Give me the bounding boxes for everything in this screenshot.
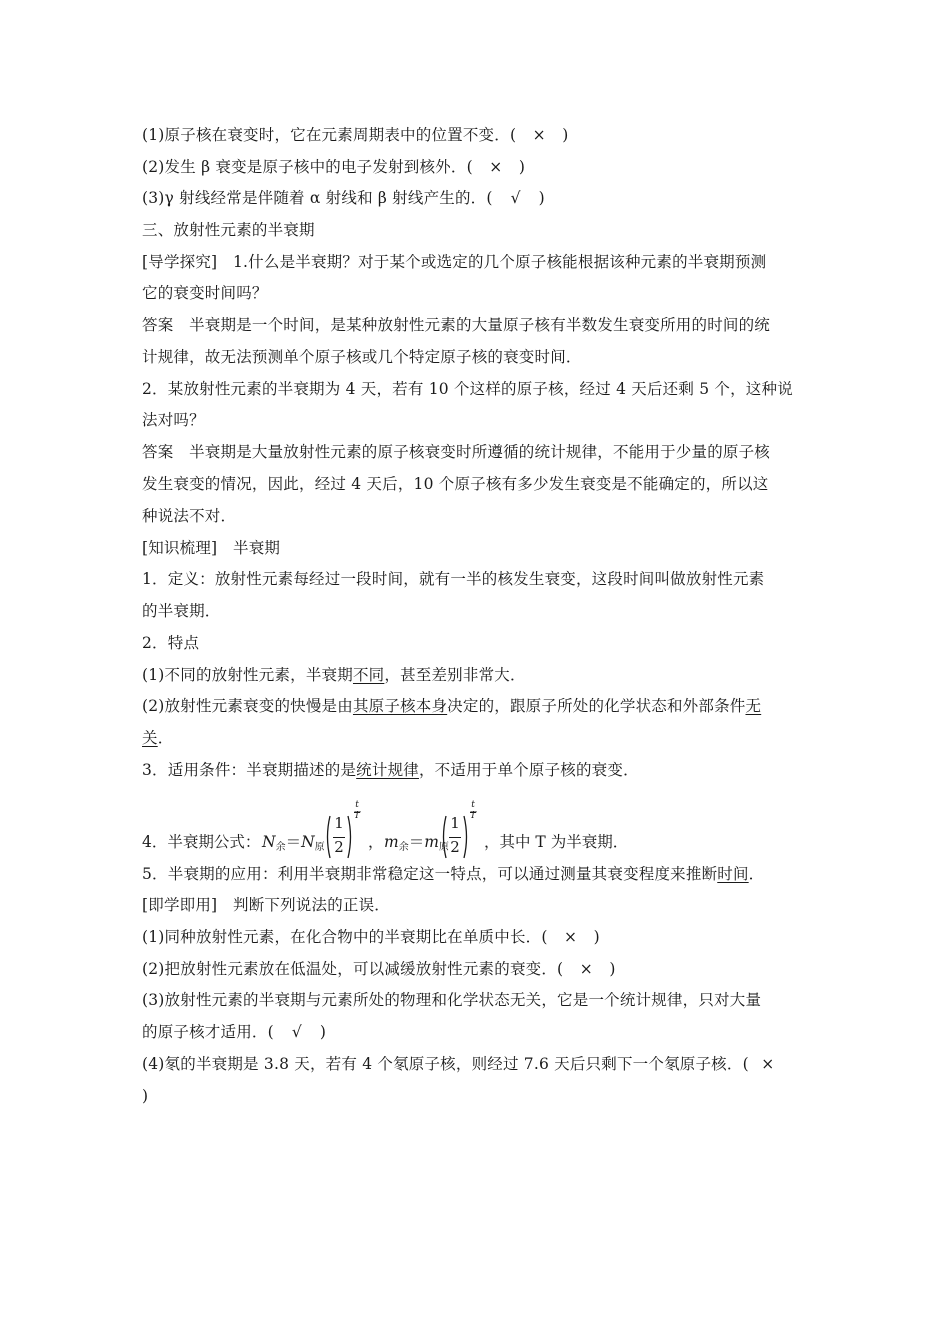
symbol-n: N (301, 833, 315, 851)
feature-text: ，甚至差别非常大． (384, 666, 526, 684)
apply-item-1 (142, 926, 810, 948)
fraction-denominator: 2 (450, 838, 460, 856)
exponent-T: T (469, 811, 476, 821)
feature-text: 决定的，跟原子所处的化学状态和外部条件 (447, 697, 746, 715)
definition-line-2: 的半衰期． (142, 602, 221, 620)
apply-item-3-line-1: (3)放射性元素的半衰期与元素所处的物理和化学状态无关，它是一个统计规律，只对大量 (142, 991, 762, 1009)
apply-item-4-line-2: ) (142, 1087, 149, 1105)
knowledge-heading: [知识梳理] 半衰期 (142, 539, 281, 557)
answer-2-line-2: 发生衰变的情况，因此，经过 4 天后，10 个原子核有多少发生衰变是不能确定的，所以这 (142, 475, 769, 493)
symbol-m: m (384, 833, 399, 851)
fraction-numerator: 1 (450, 814, 460, 832)
fraction-numerator: 1 (334, 814, 344, 832)
subscript: 余 (398, 842, 409, 853)
guide-question-line-2: 它的衰变时间吗？ (142, 284, 268, 302)
paren-close: ) (538, 189, 545, 207)
fill-blank-answer: 关 (142, 729, 158, 747)
judgement-item-1 (142, 124, 810, 146)
check-mark: √ (291, 1023, 302, 1041)
question-2-line-1: 2．某放射性元素的半衰期为 4 天，若有 10 个这样的原子核，经过 4 天后还剩 5 个，这种说 (142, 380, 793, 398)
fill-blank-answer: 统计规律 (356, 761, 419, 779)
item-text: 的原子核才适用．( (142, 1023, 274, 1041)
cross-mark: × (532, 126, 546, 144)
feature-text: (2)放射性元素衰变的快慢是由 (142, 697, 353, 715)
subscript: 原 (314, 842, 325, 853)
section-heading: 三、放射性元素的半衰期 (142, 221, 315, 239)
paren-close: ) (593, 928, 600, 946)
feature-2-line-2 (142, 727, 810, 749)
check-mark: √ (510, 189, 521, 207)
answer-1-line-1: 答案 半衰期是一个时间，是某种放射性元素的大量原子核有半数发生衰变所用的时间的统 (142, 316, 771, 334)
paren-close: ) (609, 960, 616, 978)
features-heading: 2．特点 (142, 634, 200, 652)
paren-close: ) (562, 126, 569, 144)
item-text: (3)γ 射线经常是伴随着 α 射线和 β 射线产生的．( (142, 189, 493, 207)
feature-text: ． (157, 729, 174, 747)
application-line (142, 863, 810, 885)
feature-2-line-1 (142, 695, 810, 717)
guide-question-line-1: [导学探究] 1.什么是半衰期？对于某个或选定的几个原子核能根据该种元素的半衰期预测 (142, 253, 767, 271)
item-text: (1)原子核在衰变时，它在元素周期表中的位置不变．( (142, 126, 517, 144)
condition-line (142, 759, 810, 781)
symbol-n: N (262, 833, 276, 851)
formula-label: 4．半衰期公式： (142, 833, 261, 851)
application-text: 5．半衰期的应用：利用半衰期非常稳定这一特点，可以通过测量其衰变程度来推断 (142, 865, 718, 883)
cross-mark: × (489, 158, 503, 176)
paren-close: ) (518, 158, 526, 176)
symbol-m: m (424, 833, 439, 851)
fill-blank-answer: 无 (745, 697, 762, 715)
fill-blank-answer: 其原子核本身 (352, 697, 448, 715)
fill-blank-answer: 时间 (717, 865, 749, 883)
application-text: ． (748, 865, 765, 883)
half-life-formula (142, 792, 842, 858)
subscript: 原 (438, 842, 449, 853)
exponent-t: t (471, 800, 475, 810)
apply-heading: [即学即用] 判断下列说法的正误． (142, 896, 390, 914)
cross-mark: × (579, 960, 593, 978)
feature-text: (1)不同的放射性元素，半衰期 (142, 666, 353, 684)
equals-sign: ＝ (408, 833, 425, 851)
answer-2-line-3: 种说法不对． (142, 507, 237, 525)
answer-1-line-2: 计规律，故无法预测单个原子核或几个特定原子核的衰变时间． (142, 348, 582, 366)
condition-text: 3．适用条件：半衰期描述的是 (142, 761, 357, 779)
paren-close: ) (319, 1023, 327, 1041)
item-text: (4)氡的半衰期是 3.8 天，若有 4 个氡原子核，则经过 7.6 天后只剩下一个氡原子核．( (142, 1055, 749, 1073)
exponent-t: t (355, 800, 359, 810)
item-text: (1)同种放射性元素，在化合物中的半衰期比在单质中长．( (142, 928, 548, 946)
exponent-T: T (353, 811, 360, 821)
judgement-item-3 (142, 187, 810, 209)
cross-mark: × (564, 928, 578, 946)
judgement-item-2 (142, 156, 810, 178)
condition-text: ，不适用于单个原子核的衰变． (418, 761, 639, 779)
item-text: (2)发生 β 衰变是原子核中的电子发射到核外．( (142, 158, 473, 176)
subscript: 余 (275, 842, 286, 853)
item-text: (2)把放射性元素放在低温处，可以减缓放射性元素的衰变．( (142, 960, 564, 978)
apply-item-4-line-1 (142, 1053, 810, 1075)
apply-item-2 (142, 958, 810, 980)
definition-line-1: 1．定义：放射性元素每经过一段时间，就有一半的核发生衰变，这段时间叫做放射性元素 (142, 570, 765, 588)
answer-2-line-1: 答案 半衰期是大量放射性元素的原子核衰变时所遵循的统计规律，不能用于少量的原子核 (142, 443, 771, 461)
feature-1 (142, 664, 810, 686)
fill-blank-answer: 不同 (352, 666, 385, 684)
equals-sign: ＝ (285, 833, 302, 851)
apply-item-3-line-2 (142, 1021, 810, 1043)
formula-tail: ，其中 T 为半衰期． (484, 833, 629, 851)
formula-separator: ， (368, 833, 384, 851)
question-2-line-2: 法对吗？ (142, 411, 205, 429)
cross-mark: × (761, 1055, 775, 1073)
formula-n-remaining (262, 830, 325, 853)
fraction-denominator: 2 (334, 838, 344, 856)
